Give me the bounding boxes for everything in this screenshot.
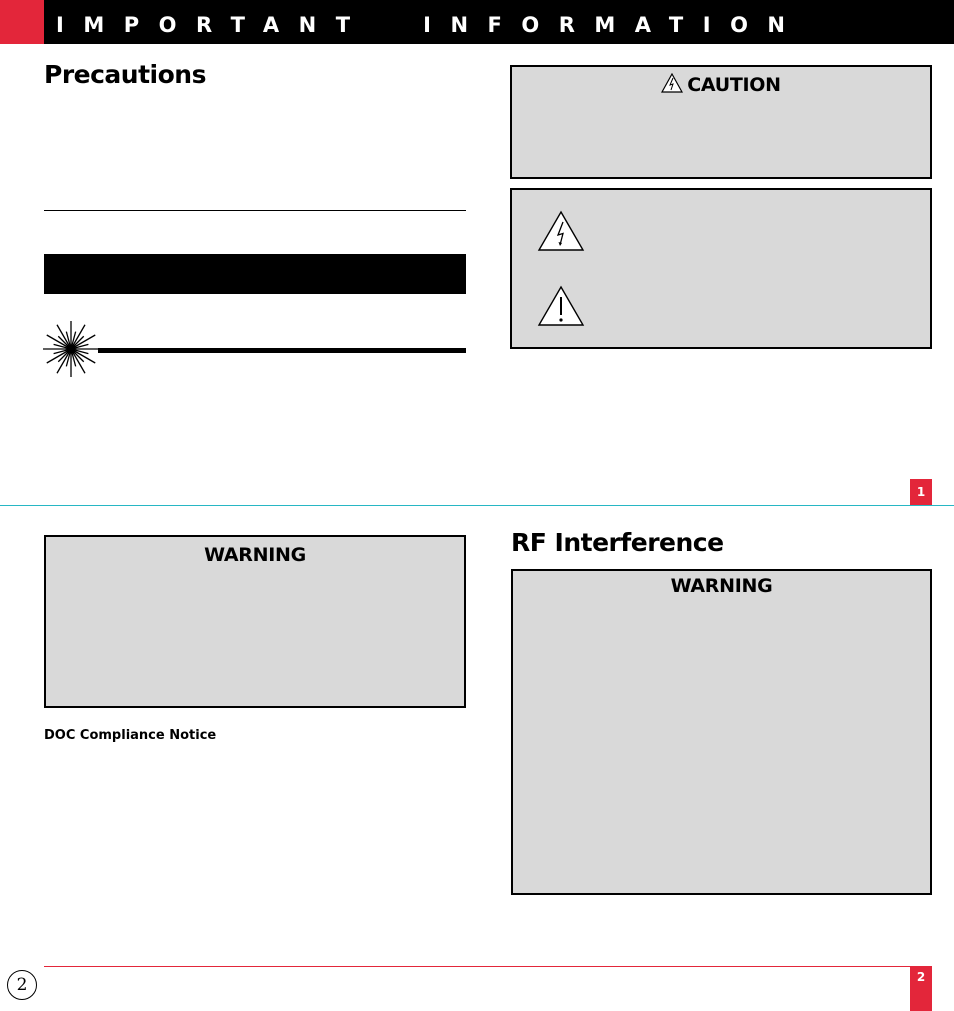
doc-compliance-heading: DOC Compliance Notice (44, 728, 217, 743)
divider-rule (44, 210, 466, 211)
lightning-triangle-icon (537, 210, 585, 252)
caution-box (510, 65, 932, 179)
caution-title (512, 73, 930, 96)
page-number: 2 (7, 970, 37, 1000)
exclamation-triangle-icon (537, 285, 585, 327)
rf-warning-box (511, 569, 932, 895)
page-divider (0, 505, 954, 506)
thick-rule (98, 348, 466, 353)
black-band (44, 254, 466, 294)
laser-burst-icon (42, 320, 100, 378)
warning-box (44, 535, 466, 708)
header-title: IMPORTANT INFORMATION (56, 13, 805, 37)
header-accent-block (0, 0, 44, 44)
rf-warning-title: WARNING (670, 575, 773, 597)
rf-interference-heading: RF Interference (511, 528, 724, 557)
warning-triangle-icon (661, 73, 683, 93)
safety-symbols-box (510, 188, 932, 349)
page-tab: 1 (910, 479, 932, 505)
caution-title-label: CAUTION (687, 74, 781, 96)
footer-rule (44, 966, 910, 967)
page-tab: 2 (910, 966, 932, 1011)
warning-title: WARNING (204, 544, 306, 566)
precautions-heading: Precautions (44, 60, 206, 89)
